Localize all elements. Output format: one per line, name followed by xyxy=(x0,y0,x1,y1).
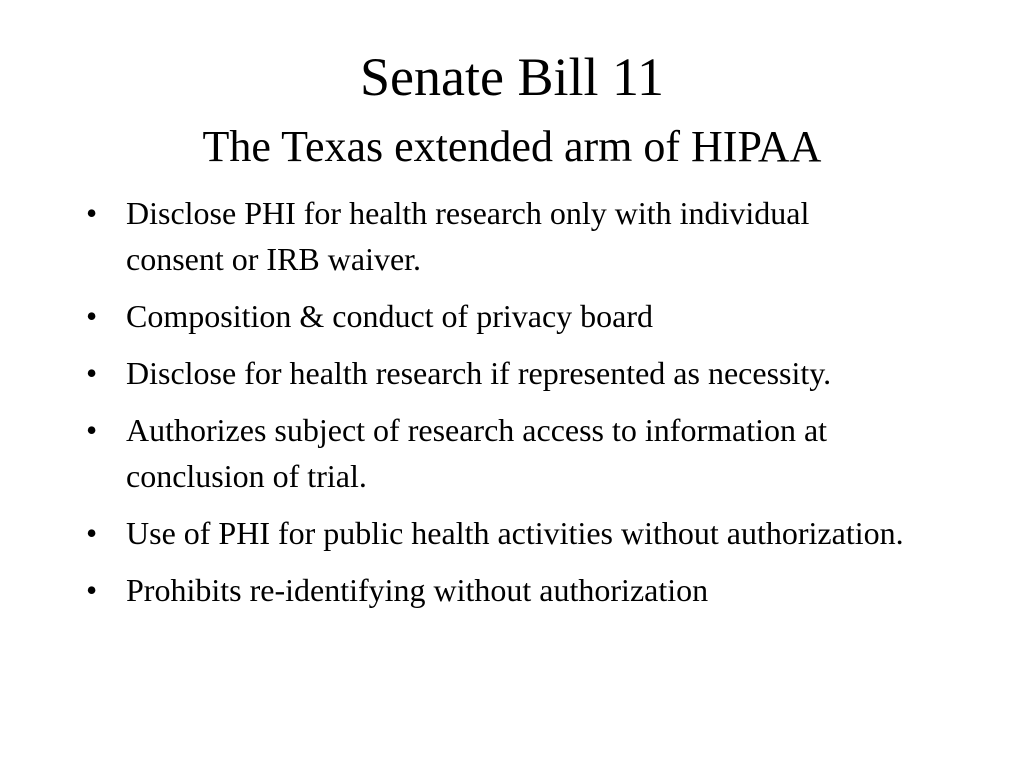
bullet-item xyxy=(86,350,906,396)
bullet-item xyxy=(86,407,906,499)
bullet-icon: • xyxy=(86,515,98,551)
bullet-item xyxy=(86,293,906,339)
bullet-text: Composition & conduct of privacy board xyxy=(126,298,654,334)
bullet-list xyxy=(86,190,906,624)
bullet-icon: • xyxy=(86,572,98,608)
bullet-text: Use of PHI for public health activities without authorization. xyxy=(126,515,904,551)
bullet-text: Prohibits re-identifying without authorization xyxy=(126,572,709,608)
slide-title: Senate Bill 11 xyxy=(360,47,664,107)
bullet-icon: • xyxy=(86,195,98,231)
bullet-icon: • xyxy=(86,298,98,334)
bullet-icon: • xyxy=(86,355,98,391)
bullet-item xyxy=(86,567,906,613)
slide-subtitle: The Texas extended arm of HIPAA xyxy=(202,122,822,171)
bullet-item xyxy=(86,190,906,282)
bullet-icon: • xyxy=(86,412,98,448)
bullet-text: Authorizes subject of research access to information at conclusion of trial. xyxy=(126,412,828,494)
bullet-item xyxy=(86,510,906,556)
bullet-text: Disclose for health research if represented as necessity. xyxy=(126,355,832,391)
bullet-text: Disclose PHI for health research only with individual consent or IRB waiver. xyxy=(126,195,810,277)
